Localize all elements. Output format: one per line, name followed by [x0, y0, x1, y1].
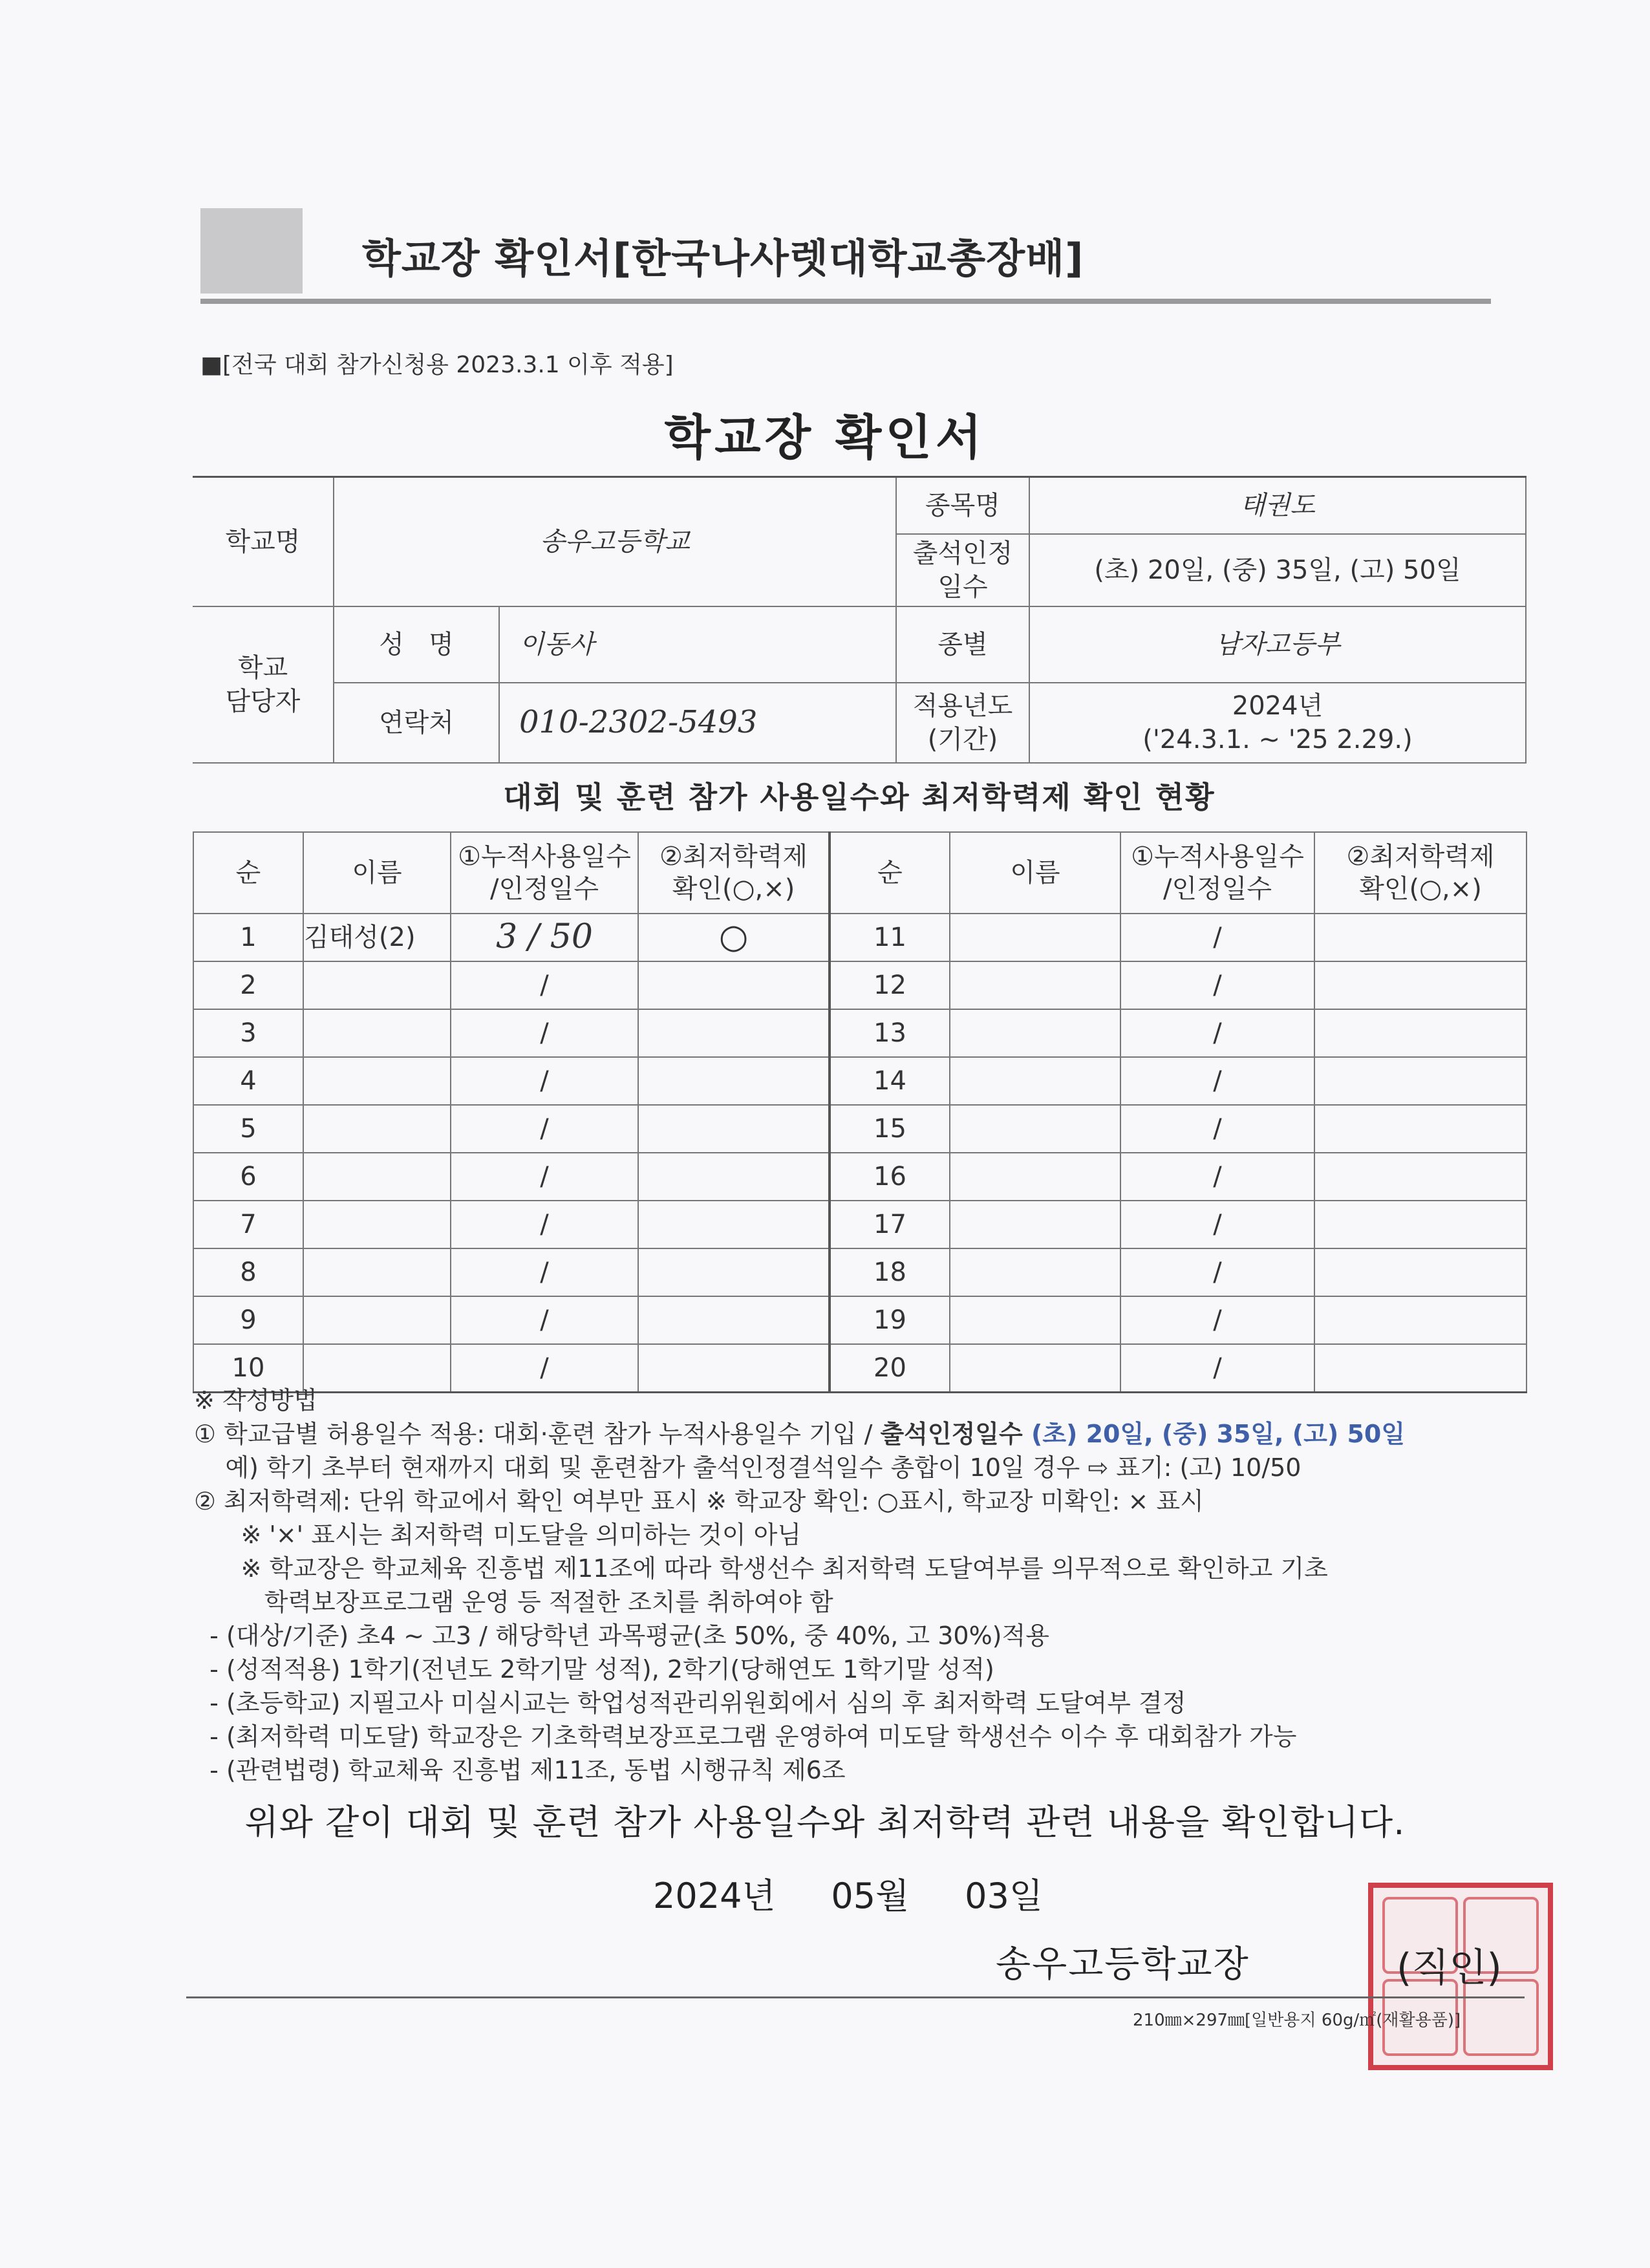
- instructions: [194, 1384, 1526, 1787]
- row-days: /: [451, 1296, 638, 1344]
- row-check-right: [1314, 1201, 1527, 1248]
- row-days-right: /: [1120, 1248, 1314, 1296]
- row-name-right: [950, 1201, 1120, 1248]
- instruction-line-2: 예) 학기 초부터 현재까지 대회 및 훈련참가 출석인정결석일수 총합이 10일 경우 ⇨ 표기: (고) 10/50: [194, 1453, 1302, 1482]
- instruction-line-6: 학력보장프로그램 운영 등 적절한 조치를 취하여야 함: [194, 1588, 833, 1616]
- table-row: [193, 1057, 1527, 1105]
- table-row: [193, 1105, 1527, 1153]
- year-label: 적용년도 (기간): [896, 683, 1029, 763]
- row-check: ○: [638, 914, 830, 961]
- instruction-line-1-days: (초) 20일, (중) 35일, (고) 50일: [1022, 1420, 1406, 1448]
- instruction-line-9: - (초등학교) 지필고사 미실시교는 학업성적관리위원회에서 심의 후 최저학력 도달여부 결정: [194, 1689, 1186, 1717]
- row-no: 3: [193, 1009, 303, 1057]
- instructions-heading: ※ 작성방법: [194, 1386, 317, 1415]
- row-days: /: [451, 961, 638, 1009]
- row-name: [303, 1201, 451, 1248]
- row-days-right: /: [1120, 1057, 1314, 1105]
- row-no: 8: [193, 1248, 303, 1296]
- row-no-right: 14: [830, 1057, 950, 1105]
- row-no-right: 18: [830, 1248, 950, 1296]
- seal-label: (직인): [1397, 1945, 1502, 1991]
- col-header-days-right: ①누적사용일수 /인정일수: [1120, 832, 1314, 914]
- header-divider: [200, 299, 1491, 304]
- row-check-right: [1314, 1153, 1527, 1201]
- row-name: [303, 1057, 451, 1105]
- row-days-right: /: [1120, 961, 1314, 1009]
- row-no-right: 19: [830, 1296, 950, 1344]
- row-check-right: [1314, 961, 1527, 1009]
- attendance-days-label: 출석인정 일수: [896, 534, 1029, 606]
- instruction-line-8: - (성적적용) 1학기(전년도 2학기말 성적), 2학기(당해연도 1학기말 성적): [194, 1655, 994, 1684]
- row-no: 4: [193, 1057, 303, 1105]
- col-header-name: 이름: [303, 832, 451, 914]
- instruction-line-1-bold: 출석인정일수: [880, 1420, 1023, 1448]
- instruction-line-3: ② 최저학력제: 단위 학교에서 확인 여부만 표시 ※ 학교장 확인: ○표시, 학교장 미확인: × 표시: [194, 1487, 1204, 1515]
- division-value: 남자고등부: [1029, 606, 1526, 683]
- table-row: [193, 914, 1527, 961]
- confirmation-statement: 위와 같이 대회 및 훈련 참가 사용일수와 최저학력 관련 내용을 확인합니다.: [244, 1802, 1406, 1843]
- application-note: ■[전국 대회 참가신청용 2023.3.1 이후 적용]: [200, 352, 674, 378]
- staff-label: 학교 담당자: [193, 606, 334, 763]
- row-check-right: [1314, 1248, 1527, 1296]
- instruction-line-11: - (관련법령) 학교체육 진흥법 제11조, 동법 시행규칙 제6조: [194, 1756, 846, 1784]
- row-name-right: [950, 1248, 1120, 1296]
- row-no-right: 12: [830, 961, 950, 1009]
- col-header-check: ②최저학력제 확인(○,×): [638, 832, 830, 914]
- instruction-line-5: ※ 학교장은 학교체육 진흥법 제11조에 따라 학생선수 최저학력 도달여부를 의무적으로 확인하고 기초: [194, 1554, 1328, 1583]
- row-days: /: [451, 1344, 638, 1393]
- table-row: [193, 1296, 1527, 1344]
- row-days: /: [451, 1057, 638, 1105]
- row-no-right: 16: [830, 1153, 950, 1201]
- row-check: [638, 1153, 830, 1201]
- school-name-label: 학교명: [193, 477, 334, 606]
- division-label: 종별: [896, 606, 1029, 683]
- table-row: [193, 961, 1527, 1009]
- row-no-right: 13: [830, 1009, 950, 1057]
- row-check-right: [1314, 1057, 1527, 1105]
- row-check-right: [1314, 1105, 1527, 1153]
- row-no-right: 17: [830, 1201, 950, 1248]
- row-no-right: 15: [830, 1105, 950, 1153]
- staff-contact-label: 연락처: [334, 683, 499, 763]
- col-header-check-right: ②최저학력제 확인(○,×): [1314, 832, 1527, 914]
- row-days: /: [451, 1105, 638, 1153]
- row-check: [638, 1009, 830, 1057]
- row-check-right: [1314, 1296, 1527, 1344]
- event-value: 태권도: [1029, 477, 1526, 534]
- principal-signature-line: 송우고등학교장: [996, 1943, 1250, 1985]
- row-name: [303, 1248, 451, 1296]
- row-name-right: [950, 1153, 1120, 1201]
- row-days-right: /: [1120, 1296, 1314, 1344]
- issue-date: 2024년 05월 03일: [653, 1876, 1043, 1916]
- footer-divider: [186, 1996, 1525, 1998]
- row-name: [303, 961, 451, 1009]
- row-no: 2: [193, 961, 303, 1009]
- row-days: /: [451, 1201, 638, 1248]
- row-name-right: [950, 914, 1120, 961]
- instruction-line-1-prefix: ① 학교급별 허용일수 적용: 대회·훈련 참가 누적사용일수 기입 /: [194, 1420, 881, 1448]
- col-header-no-right: 순: [830, 832, 950, 914]
- row-days-right: /: [1120, 1009, 1314, 1057]
- row-days-right: /: [1120, 914, 1314, 961]
- row-check: [638, 1296, 830, 1344]
- paper-spec-note: 210㎜×297㎜[일반용지 60g/㎡(재활용품)]: [1133, 2011, 1461, 2030]
- row-no: 7: [193, 1201, 303, 1248]
- school-info-table: [193, 476, 1527, 764]
- table-row: [193, 1009, 1527, 1057]
- row-no: 1: [193, 914, 303, 961]
- instruction-line-4: ※ '×' 표시는 최저학력 미도달을 의미하는 것이 아님: [194, 1521, 802, 1549]
- year-value-line2: ('24.3.1. ~ '25 2.29.): [1142, 724, 1413, 754]
- row-name-right: [950, 1009, 1120, 1057]
- row-days: /: [451, 1009, 638, 1057]
- row-no-right: 11: [830, 914, 950, 961]
- row-name-right: [950, 1057, 1120, 1105]
- row-no: 9: [193, 1296, 303, 1344]
- row-days-right: /: [1120, 1344, 1314, 1393]
- row-check: [638, 1057, 830, 1105]
- attendance-days-value: (초) 20일, (중) 35일, (고) 50일: [1029, 534, 1526, 606]
- row-days-right: /: [1120, 1105, 1314, 1153]
- row-days-right: /: [1120, 1153, 1314, 1201]
- row-days: 3 / 50: [451, 914, 638, 961]
- row-name: 김태성(2): [303, 914, 451, 961]
- instruction-line-7: - (대상/기준) 초4 ~ 고3 / 해당학년 과목평균(초 50%, 중 40%, 고 30%)적용: [194, 1621, 1049, 1650]
- school-name-value: 송우고등학교: [334, 477, 896, 606]
- document-header-title: 학교장 확인서[한국나사렛대학교총장배]: [362, 235, 1084, 282]
- row-name: [303, 1009, 451, 1057]
- row-days: /: [451, 1153, 638, 1201]
- row-no: 6: [193, 1153, 303, 1201]
- row-check-right: [1314, 914, 1527, 961]
- table-row: [193, 1248, 1527, 1296]
- year-value-line1: 2024년: [1232, 690, 1323, 721]
- row-check-right: [1314, 1009, 1527, 1057]
- row-days-right: /: [1120, 1201, 1314, 1248]
- col-header-days: ①누적사용일수 /인정일수: [451, 832, 638, 914]
- col-header-name-right: 이름: [950, 832, 1120, 914]
- section-title: 대회 및 훈련 참가 사용일수와 최저학력제 확인 현황: [193, 763, 1526, 833]
- row-check: [638, 1201, 830, 1248]
- event-label: 종목명: [896, 477, 1029, 534]
- header-decoration-block: [200, 208, 303, 294]
- table-row: [193, 1153, 1527, 1201]
- row-name: [303, 1105, 451, 1153]
- page-title: 학교장 확인서: [664, 410, 986, 465]
- row-name: [303, 1153, 451, 1201]
- row-check: [638, 1248, 830, 1296]
- row-name-right: [950, 1105, 1120, 1153]
- row-check: [638, 961, 830, 1009]
- row-no: 5: [193, 1105, 303, 1153]
- row-check: [638, 1105, 830, 1153]
- instruction-line-10: - (최저학력 미도달) 학교장은 기초학력보장프로그램 운영하여 미도달 학생선수 이수 후 대회참가 가능: [194, 1722, 1297, 1751]
- staff-name-label: 성 명: [334, 606, 499, 683]
- instruction-line-1: [194, 1417, 1526, 1451]
- row-name: [303, 1296, 451, 1344]
- row-no-right: 20: [830, 1344, 950, 1393]
- row-name-right: [950, 1296, 1120, 1344]
- staff-contact-value: 010-2302-5493: [499, 683, 896, 763]
- participation-roster-table: [193, 831, 1527, 1393]
- row-no: 10: [193, 1344, 303, 1393]
- row-days: /: [451, 1248, 638, 1296]
- row-name-right: [950, 961, 1120, 1009]
- col-header-no: 순: [193, 832, 303, 914]
- year-value: [1029, 683, 1526, 763]
- table-row: [193, 1201, 1527, 1248]
- staff-name-value: 이동사: [499, 606, 896, 683]
